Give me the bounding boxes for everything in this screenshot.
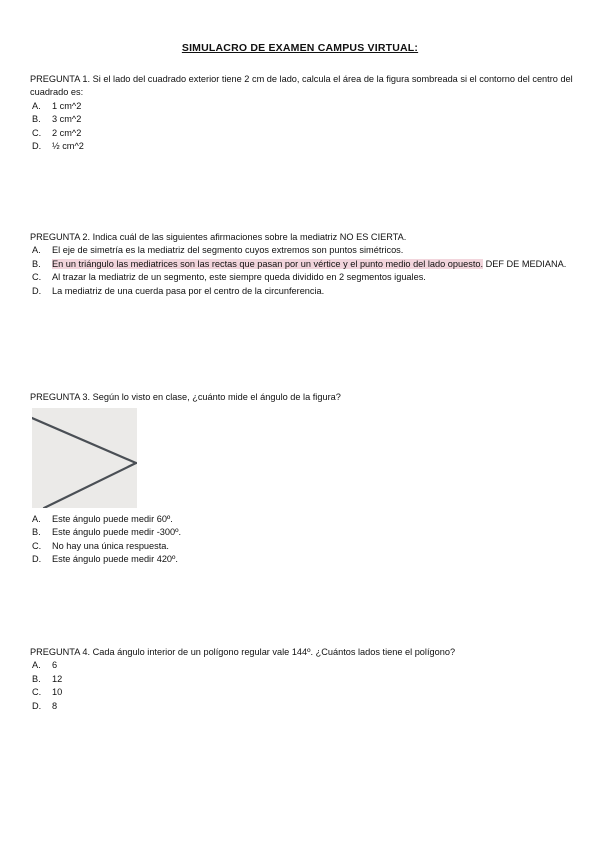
option-text: ½ cm^2 xyxy=(52,141,84,152)
angle-ray-lower xyxy=(44,463,136,508)
option-text: 12 xyxy=(52,673,63,684)
exam-title: SIMULACRO DE EXAMEN CAMPUS VIRTUAL: xyxy=(181,42,419,54)
question-2 xyxy=(30,231,575,298)
question-3 xyxy=(30,391,575,404)
option-2a xyxy=(30,244,575,257)
option-text: 3 cm^2 xyxy=(52,114,82,125)
option-1b xyxy=(30,113,575,126)
option-letter: B. xyxy=(32,673,41,684)
option-text: Este ángulo puede medir 60º. xyxy=(52,514,173,524)
option-letter: B. xyxy=(32,114,41,125)
option-text: La mediatriz de una cuerda pasa por el centro de la circunferencia. xyxy=(52,285,325,296)
option-text: 1 cm^2 xyxy=(52,100,82,111)
option-1a xyxy=(30,100,575,113)
option-text: No hay una única respuesta. xyxy=(52,540,169,551)
option-3c xyxy=(30,540,575,553)
option-letter: C. xyxy=(32,127,42,138)
option-3d xyxy=(30,553,575,566)
question-1-options xyxy=(30,100,575,154)
option-letter: B. xyxy=(32,258,41,269)
question-3-options xyxy=(30,513,575,567)
option-text: Este ángulo puede medir 420º. xyxy=(52,554,178,565)
option-text: 8 xyxy=(52,700,58,711)
question-1-text: PREGUNTA 1. Si el lado del cuadrado exterior tiene 2 cm de lado, calcula el área de la figura sombreada si el contorno del centro del cuadrado es: xyxy=(30,74,573,98)
option-text: Este ángulo puede medir -300º. xyxy=(52,527,182,538)
option-letter: A. xyxy=(32,100,41,111)
question-2-text: PREGUNTA 2. Indica cuál de las siguientes afirmaciones sobre la mediatriz NO ES CIERTA. xyxy=(30,232,407,242)
option-letter: D. xyxy=(32,285,42,296)
option-3a xyxy=(30,513,575,526)
option-text: 10 xyxy=(52,687,63,698)
option-4d xyxy=(30,700,575,713)
question-1 xyxy=(30,73,575,153)
option-letter: C. xyxy=(32,540,42,551)
option-1d xyxy=(30,140,575,153)
option-letter: D. xyxy=(32,700,42,711)
option-text: Al trazar la mediatriz de un segmento, este siempre queda dividido en 2 segmentos iguales. xyxy=(52,272,426,283)
option-letter: D. xyxy=(32,141,42,152)
question-3-answers xyxy=(30,513,575,567)
option-3b xyxy=(30,526,575,539)
option-text: El eje de simetría es la mediatriz del segmento cuyos extremos son puntos simétricos. xyxy=(52,245,404,256)
angle-ray-upper xyxy=(32,418,136,463)
option-2d xyxy=(30,285,575,298)
option-letter: C. xyxy=(32,687,42,698)
option-letter: B. xyxy=(32,527,41,538)
angle-figure xyxy=(32,408,137,508)
option-1c xyxy=(30,127,575,140)
option-4a xyxy=(30,659,575,672)
question-4-text: PREGUNTA 4. Cada ángulo interior de un polígono regular vale 144º. ¿Cuántos lados tiene el polígono? xyxy=(30,647,456,657)
question-4 xyxy=(30,646,575,713)
option-letter: A. xyxy=(32,245,41,256)
option-text-wrapper xyxy=(52,258,575,271)
question-3-text: PREGUNTA 3. Según lo visto en clase, ¿cuánto mide el ángulo de la figura? xyxy=(30,392,341,402)
option-letter: A. xyxy=(32,514,41,524)
question-4-options xyxy=(30,659,575,713)
option-letter: C. xyxy=(32,272,42,283)
highlighted-option-text: En un triángulo las mediatrices son las rectas que pasan por un vértice y el punto medio del lado opuesto. xyxy=(52,258,484,269)
question-2-options xyxy=(30,244,575,298)
option-letter: A. xyxy=(32,660,41,671)
option-2b xyxy=(30,258,575,271)
annotation-note: DEF DE MEDIANA. xyxy=(483,258,567,269)
option-4c xyxy=(30,686,575,699)
option-2c xyxy=(30,271,575,284)
option-text: 6 xyxy=(52,660,58,671)
option-4b xyxy=(30,673,575,686)
option-text: 2 cm^2 xyxy=(52,127,82,138)
angle-lines xyxy=(32,408,137,508)
option-letter: D. xyxy=(32,554,42,565)
